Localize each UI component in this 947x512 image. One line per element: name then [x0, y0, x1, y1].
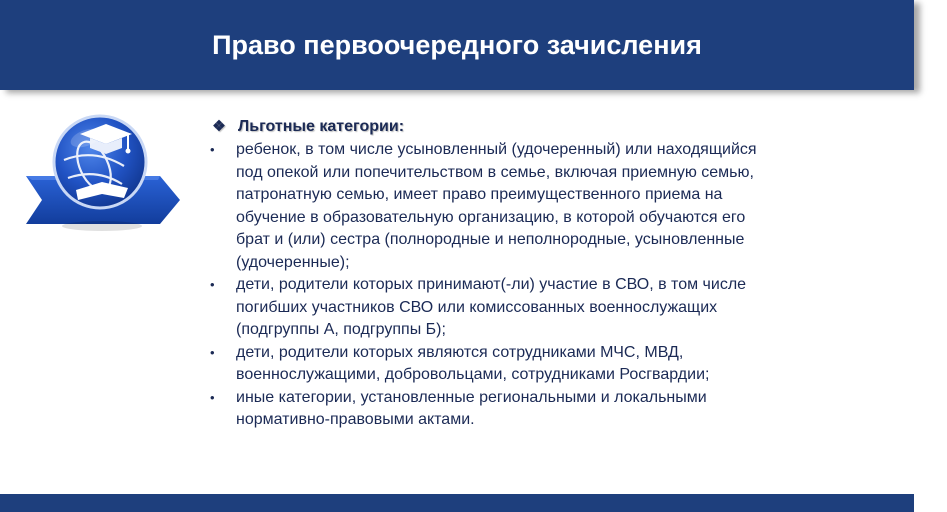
list-item-line: военнослужащими, добровольцами, сотрудниками Росгвардии; [236, 366, 710, 383]
list-item-line: патронатную семью, имеет право преимущественного приема на [236, 186, 723, 203]
list-item-line: брат и (или) сестра (полнородные и неполнородные, усыновленные [236, 231, 745, 248]
list-item [210, 342, 890, 387]
list-item-line: дети, родители которых принимают(-ли) участие в СВО, в том числе [236, 276, 747, 293]
content-block [210, 116, 890, 432]
list-item-line: (удочеренные); [236, 253, 350, 271]
list-item [210, 274, 890, 342]
slide-title: Право первоочередного зачисления [212, 30, 702, 60]
bullet-icon: • [210, 389, 215, 405]
list-item-line: обучение в образовательную организацию, в которой обучаются его [236, 208, 746, 226]
list-item-line: (подгруппы А, подгруппы Б); [236, 321, 446, 338]
section-heading [210, 116, 890, 138]
list-item-line: иные категории, установленные региональными и локальными [236, 388, 707, 406]
section-heading-label: Льготные категории: [238, 118, 405, 135]
list-item [210, 387, 890, 432]
list-item-line: погибших участников СВО или комиссованных военнослужащих [236, 298, 718, 316]
category-list [210, 139, 890, 432]
list-item-line: дети, родители которых являются сотрудниками МЧС, МВД, [236, 343, 684, 361]
bullet-icon: • [210, 277, 215, 292]
bullet-icon: • [210, 344, 215, 360]
list-item-line: ребенок, в том числе усыновленный (удочеренный) или находящийся [236, 141, 757, 158]
bullet-icon: • [210, 142, 215, 157]
diamond-bullet-icon: ❖ [212, 118, 226, 135]
list-item [210, 139, 890, 274]
list-item-line: под опекой или попечительством в семье, включая приемную семью, [236, 163, 754, 181]
education-globe-emblem-icon [20, 108, 182, 234]
footer-band [0, 494, 914, 512]
list-item-line: нормативно-правовыми актами. [236, 411, 475, 428]
